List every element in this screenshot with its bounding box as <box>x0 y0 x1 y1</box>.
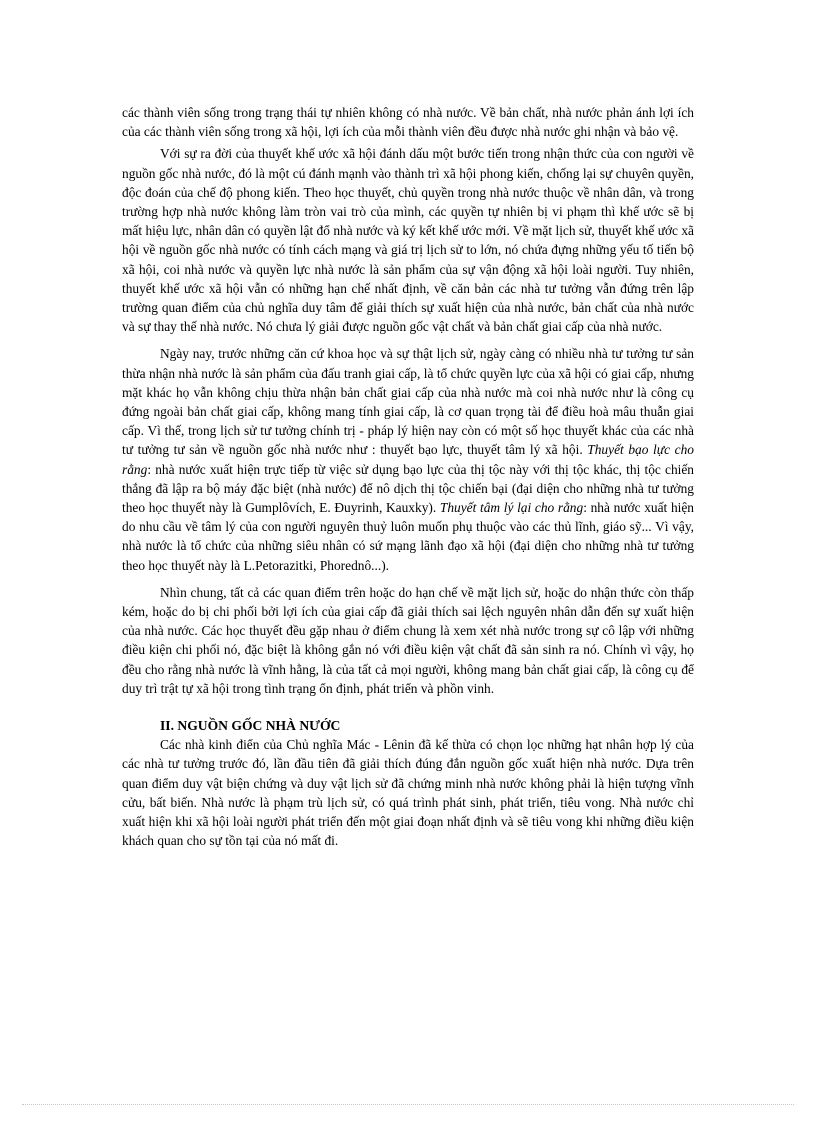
document-body <box>122 103 694 850</box>
paragraph-5: Các nhà kinh điển của Chủ nghĩa Mác - Lênin đã kế thừa có chọn lọc những hạt nhân hợp lý của các nhà tư tưởng trước đó, lần đầu tiên đã giải thích đúng đắn nguồn gốc xuất hiện nhà nước. Dựa trên quan điểm duy vật biện chứng và duy vật lịch sử đã chứng minh nhà nước không phải là hiện tượng vĩnh cửu, bất biến. Nhà nước là phạm trù lịch sử, có quá trình phát sinh, phát triển, tiêu vong. Nhà nước chỉ xuất hiện khi xã hội loài người phát triển đến một giai đoạn nhất định và sẽ tiêu vong khi những điều kiện khách quan cho sự tồn tại của nó mất đi. <box>122 737 694 849</box>
paragraph-3-italic-1: Thuyết bạo lực cho rằng <box>122 442 694 477</box>
paragraph-4: Nhìn chung, tất cả các quan điểm trên hoặc do hạn chế về mặt lịch sử, hoặc do nhận thức còn thấp kém, hoặc do bị chi phối bởi lợi ích của giai cấp đã giải thích sai lệch nguyên nhân dẫn đến sự xuất hiện của nhà nước. Các học thuyết đều gặp nhau ở điểm chung là xem xét nhà nước trong sự cô lập với những điều kiện chi phối nó, đặc biệt là không gắn nó với điều kiện vật chất đã sản sinh ra nó. Chính vì vậy, họ đều cho rằng nhà nước là vĩnh hằng, là của tất cả mọi người, không mang bản chất giai cấp, là công cụ để duy trì trật tự xã hội trong tình trạng ổn định, phát triển và phồn vinh. <box>122 584 694 696</box>
paragraph-3-text-c: : nhà nước xuất hiện do nhu cầu về tâm lý của con người nguyên thuỷ luôn muốn phụ thuộc vào các thủ lĩnh, giáo sỹ... Vì vậy, nhà nước là tổ chức của những siêu nhân có sứ mạng lãnh đạo xã hội (đại diện cho những nhà tư tưởng theo học thuyết này là L.Petorazitki, Phorednô...). <box>122 500 694 573</box>
paragraph-2: Với sự ra đời của thuyết khế ước xã hội đánh dấu một bước tiến trong nhận thức của con người về nguồn gốc nhà nước, đó là một cú đánh mạnh vào thành trì xã hội phong kiến, chống lại sự chuyên quyền, độc đoán của chế độ phong kiến. Theo học thuyết, chủ quyền trong nhà nước thuộc về nhân dân, và trong trường hợp nhà nước không làm tròn vai trò của mình, các quyền tự nhiên bị vi phạm thì khế ước sẽ bị mất hiệu lực, nhân dân có quyền lật đổ nhà nước và ký kết khế ước mới. Về mặt lịch sử, thuyết khế ước xã hội về nguồn gốc nhà nước có tính cách mạng và giá trị lịch sử to lớn, nó chứa đựng những yếu tố tiến bộ xã hội, coi nhà nước và quyền lực nhà nước là sản phẩm của sự vận động xã hội loài người. Tuy nhiên, thuyết khế ước xã hội vẫn có những hạn chế nhất định, về căn bản các nhà tư tưởng vẫn đứng trên lập trường quan điểm của chủ nghĩa duy tâm để giải thích sự xuất hiện của nhà nước, bản chất của nhà nước và sự thay thế nhà nước. Nó chưa lý giải được nguồn gốc vật chất và bản chất giai cấp của nhà nước. <box>122 146 694 335</box>
section-heading: II. NGUỒN GỐC NHÀ NƯỚC <box>160 718 341 734</box>
page-bottom-border <box>22 1104 794 1105</box>
paragraph-3 <box>122 344 694 574</box>
paragraph-3-text-b: : nhà nước xuất hiện trực tiếp từ việc sử dụng bạo lực của thị tộc này với thị tộc khác, thị tộc chiến thắng đã lập ra bộ máy đặc biệt (nhà nước) để nô dịch thị tộc chiến bại (đại diện cho những nhà tư tưởng theo học thuyết này là Gumplôvích, E. Đuyrinh, Kauxky). <box>122 461 694 516</box>
paragraph-3-italic-2: Thuyết tâm lý lại cho rằng <box>439 500 584 516</box>
paragraph-1: các thành viên sống trong trạng thái tự nhiên không có nhà nước. Về bản chất, nhà nước phản ánh lợi ích của các thành viên sống trong xã hội, lợi ích của mỗi thành viên đều được nhà nước ghi nhận và bảo vệ. <box>122 105 694 140</box>
paragraph-3-text-a: Ngày nay, trước những căn cứ khoa học và sự thật lịch sử, ngày càng có nhiều nhà tư tưởng tư sản thừa nhận nhà nước là sản phẩm của đấu tranh giai cấp, là tổ chức quyền lực của xã hội có giai cấp, nhưng mặt khác họ vẫn không chịu thừa nhận bản chất giai cấp của nhà nước mà coi nhà nước như là công cụ đứng ngoài bản chất giai cấp, không mang tính giai cấp, là cơ quan trọng tài để điều hoà mâu thuẫn giai cấp. Vì thế, trong lịch sử tư tưởng chính trị - pháp lý hiện nay còn có một số học thuyết khác của các nhà tư tưởng tư sản về nguồn gốc nhà nước như : thuyết bạo lực, thuyết tâm lý xã hội. <box>122 346 694 458</box>
